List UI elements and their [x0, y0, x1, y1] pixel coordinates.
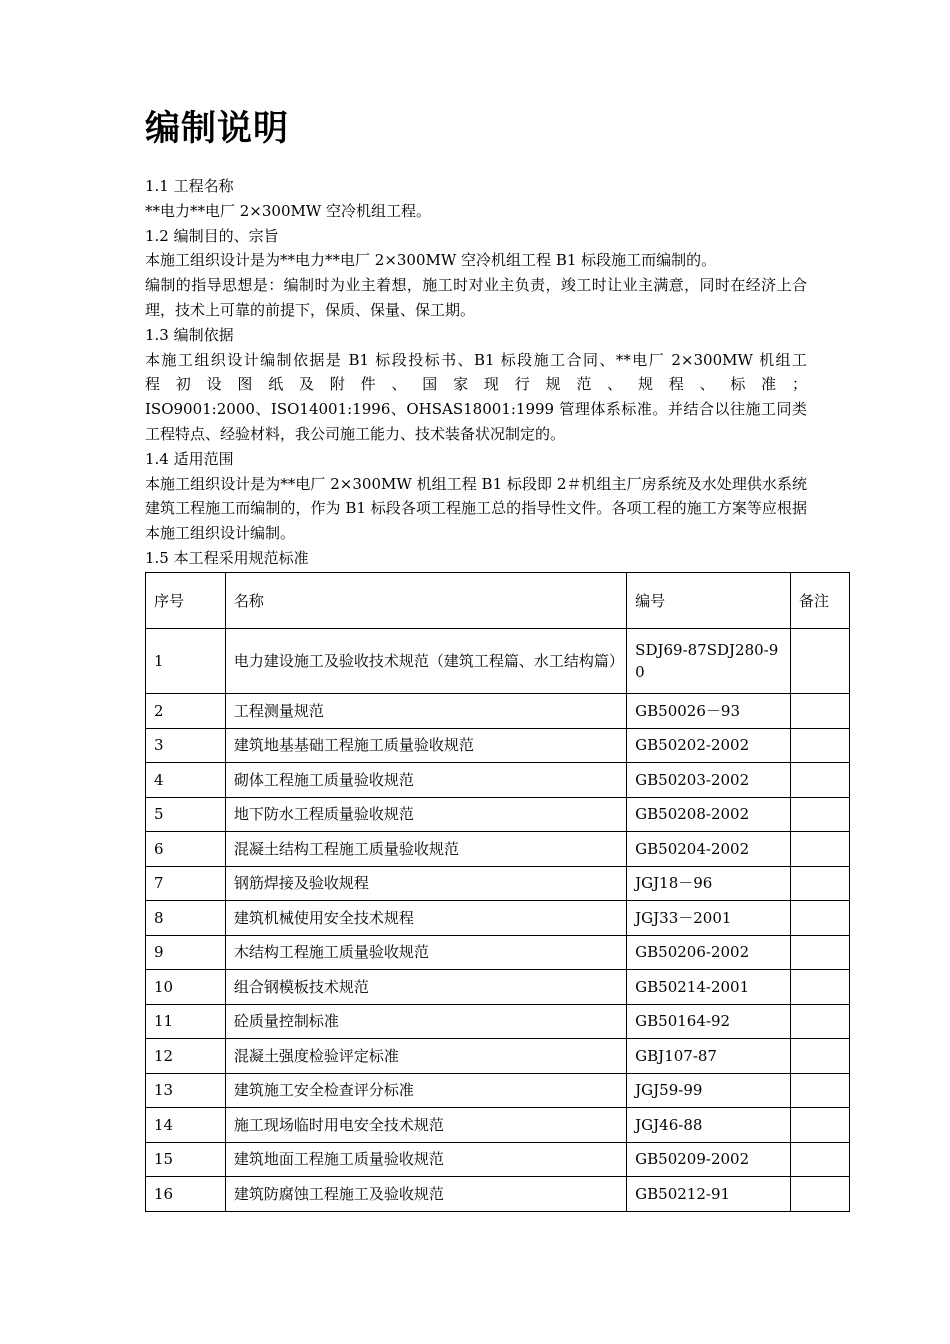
cell-remark [791, 1108, 850, 1143]
cell-code: GB50164-92 [627, 1004, 791, 1039]
cell-name: 地下防水工程质量验收规范 [225, 797, 626, 832]
section-heading-1-5: 1.5 本工程采用规范标准 [145, 548, 309, 567]
cell-code: GB50203-2002 [627, 763, 791, 798]
cell-remark [791, 1073, 850, 1108]
cell-remark [791, 832, 850, 867]
table-row [146, 832, 850, 867]
cell-remark [791, 629, 850, 694]
cell-name: 工程测量规范 [225, 694, 626, 729]
cell-no: 1 [146, 629, 226, 694]
standards-table [145, 572, 850, 1212]
cell-name: 木结构工程施工质量验收规范 [225, 935, 626, 970]
cell-name: 砼质量控制标准 [225, 1004, 626, 1039]
cell-no: 10 [146, 970, 226, 1005]
cell-remark [791, 1177, 850, 1212]
cell-remark [791, 763, 850, 798]
cell-no: 13 [146, 1073, 226, 1108]
cell-remark [791, 935, 850, 970]
cell-remark [791, 1142, 850, 1177]
cell-no: 2 [146, 694, 226, 729]
table-row [146, 1142, 850, 1177]
cell-name: 电力建设施工及验收技术规范（建筑工程篇、水工结构篇） [225, 629, 626, 694]
cell-no: 12 [146, 1039, 226, 1074]
cell-code: GB50212-91 [627, 1177, 791, 1212]
cell-name: 建筑施工安全检查评分标准 [225, 1073, 626, 1108]
cell-no: 5 [146, 797, 226, 832]
cell-code: JGJ33－2001 [627, 901, 791, 936]
table-row [146, 694, 850, 729]
header-code: 编号 [627, 573, 791, 629]
guiding-idea-paragraph: 编制的指导思想是：编制时为业主着想，施工时对业主负责，竣工时让业主满意，同时在经济上合理，技术上可靠的前提下，保质、保量、保工期。 [145, 276, 807, 319]
cell-no: 6 [146, 832, 226, 867]
cell-no: 8 [146, 901, 226, 936]
cell-remark [791, 1004, 850, 1039]
cell-name: 组合钢模板技术规范 [225, 970, 626, 1005]
cell-remark [791, 728, 850, 763]
purpose-paragraph: 本施工组织设计是为**电力**电厂 2×300MW 空冷机组工程 B1 标段施工而编制的。 [145, 251, 717, 270]
table-row [146, 970, 850, 1005]
table-row [146, 797, 850, 832]
cell-name: 建筑地基基础工程施工质量验收规范 [225, 728, 626, 763]
header-name: 名称 [225, 573, 626, 629]
cell-remark [791, 1039, 850, 1074]
cell-code: JGJ46-88 [627, 1108, 791, 1143]
cell-code: GB50202-2002 [627, 728, 791, 763]
table-row [146, 1039, 850, 1074]
cell-name: 建筑机械使用安全技术规程 [225, 901, 626, 936]
table-row [146, 629, 850, 694]
cell-name: 施工现场临时用电安全技术规范 [225, 1108, 626, 1143]
cell-remark [791, 970, 850, 1005]
cell-no: 7 [146, 866, 226, 901]
table-row [146, 901, 850, 936]
table-row [146, 866, 850, 901]
cell-code: GB50214-2001 [627, 970, 791, 1005]
document-body [145, 174, 807, 571]
scope-paragraph: 本施工组织设计是为**电厂 2×300MW 机组工程 B1 标段即 2＃机组主厂房系统及水处理供水系统建筑工程施工而编制的，作为 B1 标段各项工程施工总的指导性文件。各项工程的施工方案等应根据本施工组织设计编制。 [145, 474, 807, 543]
basis-paragraph-line-2: 程 初 设 图 纸 及 附 件 、 国 家 现 行 规 范 、 规 程 、 标 准 ； [145, 375, 807, 394]
section-heading-1-4: 1.4 适用范围 [145, 449, 234, 468]
cell-code: JGJ18－96 [627, 866, 791, 901]
cell-no: 15 [146, 1142, 226, 1177]
project-name-text: **电力**电厂 2×300MW 空冷机组工程。 [145, 201, 432, 220]
cell-no: 16 [146, 1177, 226, 1212]
cell-remark [791, 901, 850, 936]
cell-code: GB50026－93 [627, 694, 791, 729]
section-heading-1-2: 1.2 编制目的、宗旨 [145, 226, 279, 245]
table-row [146, 1073, 850, 1108]
section-heading-1-1: 1.1 工程名称 [145, 177, 234, 195]
table-row [146, 935, 850, 970]
cell-no: 11 [146, 1004, 226, 1039]
cell-name: 钢筋焊接及验收规程 [225, 866, 626, 901]
cell-code: GB50208-2002 [627, 797, 791, 832]
cell-remark [791, 694, 850, 729]
cell-code: SDJ69-87SDJ280-9 0 [627, 629, 791, 694]
table-row [146, 1177, 850, 1212]
cell-name: 混凝土强度检验评定标准 [225, 1039, 626, 1074]
table-header-row [146, 573, 850, 629]
header-remark: 备注 [791, 573, 850, 629]
basis-paragraph-line-3: ISO9001:2000、ISO14001:1996、OHSAS18001:1999 管理体系标准。并结合以往施工同类工程特点、经验材料，我公司施工能力、技术装备状况制定的。 [145, 400, 807, 443]
table-row [146, 763, 850, 798]
section-heading-1-3: 1.3 编制依据 [145, 325, 234, 344]
cell-code: GB50204-2002 [627, 832, 791, 867]
cell-remark [791, 866, 850, 901]
cell-no: 4 [146, 763, 226, 798]
cell-code: GBJ107-87 [627, 1039, 791, 1074]
cell-no: 3 [146, 728, 226, 763]
table-row [146, 1004, 850, 1039]
cell-code: JGJ59-99 [627, 1073, 791, 1108]
cell-no: 9 [146, 935, 226, 970]
table-row [146, 728, 850, 763]
cell-name: 建筑防腐蚀工程施工及验收规范 [225, 1177, 626, 1212]
cell-code: GB50209-2002 [627, 1142, 791, 1177]
basis-paragraph-line-1: 本施工组织设计编制依据是 B1 标段投标书、B1 标段施工合同、**电厂 2×300MW 机组工 [145, 350, 807, 369]
cell-code: GB50206-2002 [627, 935, 791, 970]
cell-no: 14 [146, 1108, 226, 1143]
page-title: 编制说明 [145, 109, 290, 149]
table-row [146, 1108, 850, 1143]
cell-name: 建筑地面工程施工质量验收规范 [225, 1142, 626, 1177]
cell-remark [791, 797, 850, 832]
header-no: 序号 [146, 573, 226, 629]
cell-name: 砌体工程施工质量验收规范 [225, 763, 626, 798]
cell-name: 混凝土结构工程施工质量验收规范 [225, 832, 626, 867]
